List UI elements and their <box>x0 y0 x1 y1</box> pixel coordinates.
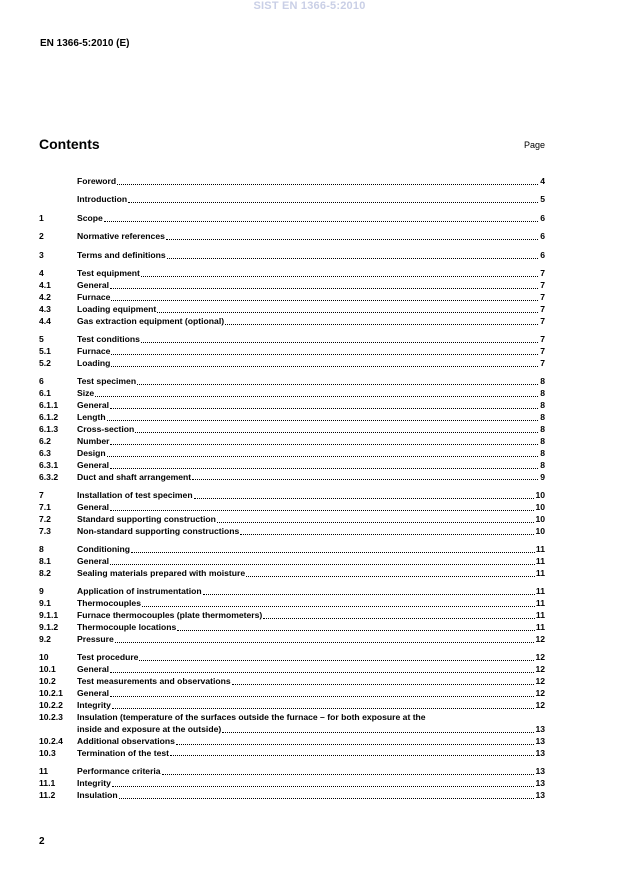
toc-entry[interactable] <box>39 634 545 646</box>
toc-entry-title: Furnace thermocouples (plate thermometers) <box>77 610 263 621</box>
toc-entry[interactable] <box>39 334 545 346</box>
toc-entry[interactable] <box>39 436 545 448</box>
toc-entry-number: 10 <box>39 652 49 663</box>
toc-leader-dots <box>157 312 538 313</box>
toc-entry-title: Furnace <box>77 291 111 302</box>
toc-entry[interactable] <box>39 766 545 778</box>
toc-entry-title: Normative references <box>77 231 165 242</box>
toc-leader-dots <box>141 342 538 343</box>
toc-entry-number: 6.1.3 <box>39 423 59 434</box>
toc-entry-title: General <box>77 459 110 470</box>
toc-entry[interactable] <box>39 622 545 634</box>
toc-entry-number: 10.2.1 <box>39 688 63 699</box>
toc-entry[interactable] <box>39 280 545 292</box>
toc-entry-number: 10.2.3 <box>39 711 63 722</box>
toc-entry-number: 10.2.2 <box>39 699 63 710</box>
toc-entry-number: 6.3 <box>39 447 51 458</box>
toc-entry-number: 9.1.1 <box>39 610 59 621</box>
toc-entry-title: Termination of the test <box>77 747 169 758</box>
toc-entry-number: 4.2 <box>39 291 51 302</box>
toc-entry[interactable] <box>39 424 545 436</box>
toc-entry[interactable] <box>39 790 545 802</box>
toc-entry[interactable] <box>39 700 545 712</box>
toc-entry-title: Foreword <box>77 176 117 186</box>
toc-entry-number: 11 <box>39 765 49 776</box>
toc-entry[interactable] <box>39 346 545 358</box>
toc-entry-number: 6.1 <box>39 388 51 399</box>
toc-entry[interactable] <box>39 316 545 328</box>
toc-entry-page: 11 <box>535 610 545 621</box>
toc-leader-dots <box>141 276 538 277</box>
toc-leader-dots <box>176 744 535 745</box>
toc-entry-number: 3 <box>39 249 44 260</box>
toc-entry-page: 7 <box>540 279 545 290</box>
toc-leader-dots <box>110 444 538 445</box>
toc-entry[interactable] <box>39 598 545 610</box>
page-number: 2 <box>39 836 45 847</box>
toc-entry[interactable] <box>39 490 545 502</box>
toc-entry[interactable] <box>39 778 545 790</box>
toc-entry-number: 7 <box>39 489 44 500</box>
toc-entry[interactable] <box>39 712 545 736</box>
toc-entry[interactable] <box>39 652 545 664</box>
toc-entry-number: 6.3.2 <box>39 471 59 482</box>
toc-entry-page: 13 <box>535 747 545 758</box>
toc-entry-page: 8 <box>540 388 545 399</box>
toc-leader-dots <box>232 684 535 685</box>
toc-entry-title: Terms and definitions <box>77 249 166 260</box>
toc-entry-page: 9 <box>540 471 545 482</box>
toc-entry[interactable] <box>39 526 545 538</box>
toc-entry-page: 12 <box>535 699 545 710</box>
toc-entry-page: 10 <box>535 489 545 500</box>
toc-entry-page: 12 <box>535 652 545 663</box>
toc-entry-page: 10 <box>535 525 545 536</box>
toc-entry-page: 7 <box>540 334 545 345</box>
toc-entry[interactable] <box>39 502 545 514</box>
toc-leader-dots <box>115 642 535 643</box>
toc-entry-number: 11.1 <box>39 777 56 788</box>
toc-entry-title: Number <box>77 435 110 446</box>
toc-entry[interactable] <box>39 556 545 568</box>
toc-entry-number: 7.3 <box>39 525 51 536</box>
toc-entry[interactable] <box>39 748 545 760</box>
toc-entry-number: 6.1.2 <box>39 412 59 422</box>
toc-entry-title: Performance criteria <box>77 765 161 776</box>
toc-entry-number: 5 <box>39 334 44 345</box>
toc-entry-title: Insulation (temperature of the surfaces outside the furnace – for both exposure at the <box>77 711 426 722</box>
watermark: SIST EN 1366-5:2010 <box>253 0 366 12</box>
toc-entry[interactable] <box>39 514 545 526</box>
toc-entry-title: Additional observations <box>77 735 175 746</box>
toc-entry-page: 6 <box>540 231 545 242</box>
toc-leader-dots <box>112 708 535 709</box>
toc-leader-dots <box>142 606 535 607</box>
toc-entry-title: General <box>77 279 110 290</box>
toc-entry-number: 11.2 <box>39 789 56 800</box>
toc-entry-number: 6 <box>39 376 44 387</box>
toc-entry-number: 9.1.2 <box>39 622 59 632</box>
toc-entry-number: 4.3 <box>39 303 51 314</box>
toc-leader-dots <box>107 456 538 457</box>
toc-entry-title: Length <box>77 412 106 422</box>
toc-leader-dots <box>110 510 534 511</box>
toc-entry-title: General <box>77 688 110 699</box>
toc-entry-page: 7 <box>540 268 545 279</box>
toc-entry-page: 7 <box>540 291 545 302</box>
toc-entry-page: 13 <box>535 777 545 788</box>
toc-entry[interactable] <box>39 664 545 676</box>
toc-entry-title: Furnace <box>77 345 111 356</box>
toc-entry[interactable] <box>39 194 545 206</box>
toc-entry-title: Sealing materials prepared with moisture <box>77 567 246 578</box>
toc-entry-page: 7 <box>540 315 545 326</box>
toc-entry[interactable] <box>39 460 545 472</box>
toc-entry-title: Introduction <box>77 194 128 205</box>
toc-entry-number: 6.1.1 <box>39 400 59 411</box>
toc-leader-dots <box>192 479 538 480</box>
toc-leader-dots <box>111 300 538 301</box>
toc-entry-title: General <box>77 555 110 566</box>
toc-entry-page: 7 <box>540 357 545 368</box>
toc-entry-title: Integrity <box>77 699 111 710</box>
toc-entry-page: 12 <box>535 676 545 687</box>
toc-entry-number: 7.2 <box>39 513 51 524</box>
toc-leader-dots <box>110 408 538 409</box>
toc-entry-page: 13 <box>535 789 545 800</box>
toc-entry[interactable] <box>39 472 545 484</box>
toc-entry-title: Insulation <box>77 789 118 800</box>
toc-leader-dots <box>162 774 535 775</box>
toc-entry-number: 9.2 <box>39 633 51 644</box>
toc-entry-title: General <box>77 501 110 512</box>
toc-leader-dots <box>137 384 538 385</box>
toc-entry[interactable] <box>39 610 545 622</box>
toc-leader-dots <box>246 576 535 577</box>
toc-entry-title: Cross-section <box>77 423 135 434</box>
toc-entry-number: 4 <box>39 268 44 279</box>
toc-entry-page: 8 <box>540 412 545 422</box>
toc-entry-title: General <box>77 664 110 675</box>
table-of-contents <box>39 176 545 802</box>
toc-entry[interactable] <box>39 268 545 280</box>
toc-entry-number: 4.1 <box>39 279 51 290</box>
toc-entry-number: 8.2 <box>39 567 51 578</box>
toc-entry-page: 13 <box>535 735 545 746</box>
toc-entry-number: 9 <box>39 586 44 597</box>
toc-entry-title: Conditioning <box>77 544 130 555</box>
toc-entry-number: 5.1 <box>39 345 51 356</box>
toc-entry-number: 10.2.4 <box>39 735 63 746</box>
toc-entry-number: 2 <box>39 231 44 242</box>
page-column-label: Page <box>523 140 545 150</box>
toc-leader-dots <box>107 420 538 421</box>
toc-entry-page: 12 <box>535 664 545 675</box>
toc-entry-page: 10 <box>535 501 545 512</box>
toc-entry[interactable] <box>39 358 545 370</box>
toc-entry-page: 11 <box>535 555 545 566</box>
toc-entry-title: Design <box>77 447 106 458</box>
toc-leader-dots <box>111 366 538 367</box>
toc-entry-number: 10.3 <box>39 747 56 758</box>
toc-entry-page: 11 <box>535 586 545 597</box>
toc-entry-title-continued: inside and exposure at the outside) <box>77 723 222 734</box>
toc-entry-page: 13 <box>535 723 545 734</box>
toc-entry-title: Installation of test specimen <box>77 489 193 500</box>
toc-leader-dots <box>110 696 534 697</box>
document-reference: EN 1366-5:2010 (E) <box>40 38 130 49</box>
toc-entry-page: 12 <box>535 633 545 644</box>
toc-entry-page: 6 <box>540 249 545 260</box>
toc-leader-dots <box>217 522 535 523</box>
toc-entry-title: Thermocouples <box>77 598 141 609</box>
toc-entry-page: 8 <box>540 400 545 411</box>
toc-leader-dots <box>110 672 534 673</box>
toc-leader-dots <box>135 432 538 433</box>
toc-leader-dots <box>167 258 538 259</box>
toc-leader-dots <box>110 564 535 565</box>
toc-entry-number: 1 <box>39 212 44 223</box>
toc-entry[interactable] <box>39 676 545 688</box>
toc-leader-dots <box>119 798 535 799</box>
toc-entry-title: Standard supporting construction <box>77 513 216 524</box>
toc-entry[interactable] <box>39 544 545 556</box>
toc-entry[interactable] <box>39 586 545 598</box>
toc-entry[interactable] <box>39 688 545 700</box>
toc-entry-page: 7 <box>540 303 545 314</box>
toc-entry-page: 10 <box>535 513 545 524</box>
toc-entry-page: 11 <box>535 567 545 578</box>
toc-entry[interactable] <box>39 388 545 400</box>
toc-entry-page: 8 <box>540 459 545 470</box>
toc-entry-number: 6.2 <box>39 435 51 446</box>
toc-entry-page: 12 <box>535 688 545 699</box>
toc-leader-dots <box>177 630 535 631</box>
toc-entry-page: 8 <box>540 435 545 446</box>
toc-entry-page: 7 <box>540 345 545 356</box>
toc-entry-page: 6 <box>540 212 545 223</box>
toc-entry[interactable] <box>39 568 545 580</box>
toc-leader-dots <box>128 202 538 203</box>
toc-leader-dots <box>203 594 535 595</box>
toc-leader-dots <box>166 239 538 240</box>
toc-entry-page: 11 <box>535 598 545 609</box>
toc-entry[interactable] <box>39 376 545 388</box>
toc-leader-dots <box>225 324 538 325</box>
toc-entry-title: Loading equipment <box>77 303 157 314</box>
toc-entry-number: 4.4 <box>39 315 51 326</box>
toc-leader-dots <box>170 755 534 756</box>
toc-entry-title: Test equipment <box>77 268 140 279</box>
toc-leader-dots <box>263 618 535 619</box>
toc-entry-number: 5.2 <box>39 357 51 368</box>
toc-entry-title: Non-standard supporting constructions <box>77 525 240 536</box>
toc-entry[interactable] <box>39 448 545 460</box>
toc-entry-page: 11 <box>535 544 545 555</box>
toc-entry-page: 11 <box>535 622 545 632</box>
toc-leader-dots <box>104 221 538 222</box>
toc-entry[interactable] <box>39 304 545 316</box>
toc-entry-page: 13 <box>535 765 545 776</box>
toc-entry[interactable] <box>39 231 545 243</box>
toc-entry-title: Application of instrumentation <box>77 586 202 597</box>
toc-entry-number: 9.1 <box>39 598 51 609</box>
toc-leader-dots <box>131 552 535 553</box>
toc-entry-title: Thermocouple locations <box>77 622 177 632</box>
toc-leader-dots <box>139 660 534 661</box>
page-title: Contents <box>39 136 100 152</box>
toc-entry-title: Pressure <box>77 633 114 644</box>
toc-leader-dots <box>240 534 534 535</box>
toc-entry-number: 10.1 <box>39 664 56 675</box>
toc-leader-dots <box>95 396 538 397</box>
toc-entry-title: Gas extraction equipment (optional) <box>77 315 225 326</box>
toc-entry-page: 8 <box>540 423 545 434</box>
toc-entry-page: 5 <box>540 194 545 205</box>
toc-entry[interactable] <box>39 213 545 225</box>
toc-leader-dots <box>194 498 535 499</box>
toc-entry-title: Loading <box>77 357 111 368</box>
toc-entry-title: Duct and shaft arrangement <box>77 471 192 482</box>
toc-entry-title: Test procedure <box>77 652 139 663</box>
toc-entry[interactable] <box>39 250 545 262</box>
toc-entry[interactable] <box>39 176 545 188</box>
toc-entry-title: Test measurements and observations <box>77 676 231 687</box>
toc-entry-page: 8 <box>540 376 545 387</box>
toc-leader-dots <box>110 468 538 469</box>
toc-entry-number: 8 <box>39 544 44 555</box>
toc-leader-dots <box>112 786 535 787</box>
toc-entry-title: General <box>77 400 110 411</box>
toc-entry[interactable] <box>39 736 545 748</box>
toc-entry-number: 8.1 <box>39 555 51 566</box>
toc-entry-number: 7.1 <box>39 501 51 512</box>
toc-leader-dots <box>111 354 538 355</box>
toc-entry-title: Scope <box>77 212 103 223</box>
toc-entry-title: Test conditions <box>77 334 140 345</box>
toc-entry-page: 4 <box>540 176 545 186</box>
toc-entry-title: Size <box>77 388 95 399</box>
toc-leader-dots <box>222 732 534 733</box>
toc-leader-dots <box>117 184 538 185</box>
toc-entry-title: Test specimen <box>77 376 137 387</box>
toc-entry-title: Integrity <box>77 777 111 788</box>
toc-entry[interactable] <box>39 292 545 304</box>
toc-entry-number: 10.2 <box>39 676 56 687</box>
toc-entry-page: 8 <box>540 447 545 458</box>
toc-entry[interactable] <box>39 400 545 412</box>
toc-leader-dots <box>110 288 538 289</box>
toc-entry-number: 6.3.1 <box>39 459 59 470</box>
toc-entry[interactable] <box>39 412 545 424</box>
